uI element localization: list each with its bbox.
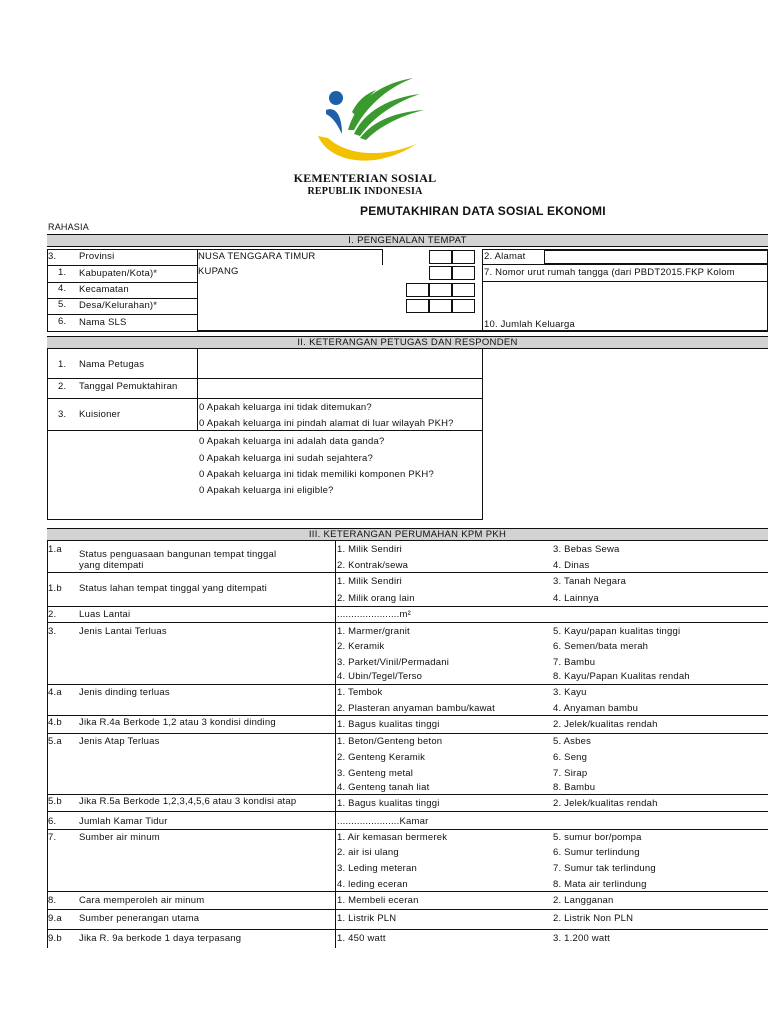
s2-row-num: 2. <box>58 381 67 392</box>
s3-option[interactable]: 1. Marmer/granit <box>337 626 410 637</box>
s3-row-num: 4.b <box>48 717 62 728</box>
s3-option[interactable]: 4. Ubin/Tegel/Terso <box>337 671 423 682</box>
s1-row-label: Desa/Kelurahan)* <box>79 300 158 311</box>
s3-row-label: Jika R.5a Berkode 1,2,3,4,5,6 atau 3 kondisi atap <box>79 796 297 807</box>
s3-row-label: yang ditempati <box>79 560 144 571</box>
s3-row-num: 8. <box>48 895 57 906</box>
org-country: REPUBLIK INDONESIA <box>307 186 423 197</box>
org-name: KEMENTERIAN SOSIAL <box>293 171 437 185</box>
s3-row-label: Luas Lantai <box>79 609 131 620</box>
s3-row-label: Sumber air minum <box>79 832 160 843</box>
s3-option[interactable]: 6. Sumur terlindung <box>553 847 640 858</box>
kuisioner-question[interactable]: 0 Apakah keluarga ini tidak ditemukan? <box>199 402 372 413</box>
s3-option[interactable]: 8. Bambu <box>553 782 596 793</box>
s3-row-num: 6. <box>48 816 57 827</box>
s3-option[interactable]: 2. Genteng Keramik <box>337 752 426 763</box>
s1-row-label: Provinsi <box>79 251 115 262</box>
page-title: PEMUTAKHIRAN DATA SOSIAL EKONOMI <box>360 204 606 218</box>
s3-row-label: Jika R. 9a berkode 1 daya terpasang <box>79 933 242 944</box>
s3-option[interactable]: 1. Milik Sendiri <box>337 576 402 587</box>
s3-row-num: 2. <box>48 609 57 620</box>
s3-row-num: 5.a <box>48 736 62 747</box>
section-1-header <box>47 234 768 247</box>
s3-row-num: 1.b <box>48 583 62 594</box>
s3-option[interactable]: 2. Kontrak/sewa <box>337 560 409 571</box>
s1-row-num: 5. <box>58 299 67 310</box>
s3-option[interactable]: 4. Anyaman bambu <box>553 703 639 714</box>
s3-option[interactable]: 1. 450 watt <box>337 933 386 944</box>
s3-row-num: 1.a <box>48 544 62 555</box>
s3-option[interactable]: 3. 1.200 watt <box>553 933 610 944</box>
s3-row-num: 3. <box>48 626 57 637</box>
s1-row-num: 1. <box>58 267 67 278</box>
s3-option[interactable]: 2. Langganan <box>553 895 614 906</box>
s3-option[interactable]: 4. Lainnya <box>553 593 599 604</box>
s3-option[interactable]: 1. Bagus kualitas tinggi <box>337 798 440 809</box>
s3-option[interactable]: 4. Genteng tanah liat <box>337 782 430 793</box>
s3-option[interactable]: 5. sumur bor/pompa <box>553 832 642 843</box>
s3-row-num: 4.a <box>48 687 62 698</box>
s3-option[interactable]: 6. Semen/bata merah <box>553 641 649 652</box>
kuisioner-question[interactable]: 0 Apakah keluarga ini adalah data ganda? <box>199 436 385 447</box>
s3-row-num: 5.b <box>48 796 62 807</box>
section-1-title: I. PENGENALAN TEMPAT <box>348 235 467 246</box>
s3-row-num: 9.b <box>48 933 62 944</box>
s3-option[interactable]: 2. Jelek/kualitas rendah <box>553 798 658 809</box>
s3-option[interactable]: 1. Listrik PLN <box>337 913 397 924</box>
s3-option[interactable]: 5. Asbes <box>553 736 592 747</box>
s3-option[interactable]: 8. Mata air terlindung <box>553 879 647 890</box>
s3-option[interactable]: 7. Sumur tak terlindung <box>553 863 656 874</box>
s3-option[interactable]: 3. Leding meteran <box>337 863 417 874</box>
s3-option[interactable]: 2. Keramik <box>337 641 385 652</box>
s3-option[interactable]: 2. Milik orang lain <box>337 593 415 604</box>
s3-row-label: Jenis Atap Terluas <box>79 736 160 747</box>
s3-option[interactable]: 7. Bambu <box>553 657 596 668</box>
s2-row-label: Tanggal Pemuktahiran <box>79 381 178 392</box>
s3-row-label: Jenis Lantai Terluas <box>79 626 167 637</box>
s3-option[interactable]: 3. Bebas Sewa <box>553 544 620 555</box>
kuisioner-question[interactable]: 0 Apakah keluarga ini pindah alamat di luar wilayah PKH? <box>199 418 454 429</box>
s3-option[interactable]: 4. Dinas <box>553 560 590 571</box>
jumlah-kamar-input[interactable]: ......................Kamar <box>337 816 429 827</box>
s1-row-label: Nama SLS <box>79 317 127 328</box>
s2-row-label: Nama Petugas <box>79 359 145 370</box>
s1-row-value[interactable]: NUSA TENGGARA TIMUR <box>198 251 316 262</box>
s3-row-num: 7. <box>48 832 57 843</box>
s3-row-label: Jumlah Kamar Tidur <box>79 816 168 827</box>
jumlah-keluarga-label: 10. Jumlah Keluarga <box>484 319 575 330</box>
s3-row-label: Jenis dinding terluas <box>79 687 170 698</box>
s3-option[interactable]: 1. Tembok <box>337 687 383 698</box>
s3-option[interactable]: 3. Tanah Negara <box>553 576 627 587</box>
s3-option[interactable]: 5. Kayu/papan kualitas tinggi <box>553 626 681 637</box>
s3-row-label: Sumber penerangan utama <box>79 913 200 924</box>
nomor-urut-label: 7. Nomor urut rumah tangga (dari PBDT2015.FKP Kolom <box>484 267 735 278</box>
s3-option[interactable]: 1. Beton/Genteng beton <box>337 736 443 747</box>
s3-row-label: Jika R.4a Berkode 1,2 atau 3 kondisi dinding <box>79 717 276 728</box>
s3-option[interactable]: 3. Parket/Vinil/Permadani <box>337 657 450 668</box>
s3-row-label: Status lahan tempat tinggal yang ditempati <box>79 583 267 594</box>
s3-option[interactable]: 6. Seng <box>553 752 588 763</box>
section-2-title: II. KETERANGAN PETUGAS DAN RESPONDEN <box>297 337 518 348</box>
s2-row-label: Kuisioner <box>79 409 121 420</box>
s3-option[interactable]: 4. leding eceran <box>337 879 408 890</box>
s3-row-label: Cara memperoleh air minum <box>79 895 205 906</box>
s3-option[interactable]: 1. Membeli eceran <box>337 895 419 906</box>
kuisioner-question[interactable]: 0 Apakah keluarga ini tidak memiliki komponen PKH? <box>199 469 434 480</box>
luas-lantai-input[interactable]: ......................m² <box>337 609 411 620</box>
s1-row-value[interactable]: KUPANG <box>198 266 239 277</box>
s3-option[interactable]: 1. Milik Sendiri <box>337 544 402 555</box>
s1-row-num: 3. <box>48 251 57 262</box>
s1-row-num: 4. <box>58 283 67 294</box>
section-2-header <box>47 336 768 349</box>
s3-option[interactable]: 1. Bagus kualitas tinggi <box>337 719 440 730</box>
kuisioner-question[interactable]: 0 Apakah keluarga ini eligible? <box>199 485 334 496</box>
s1-row-label: Kabupaten/Kota)* <box>79 268 158 279</box>
confidential-label: RAHASIA <box>48 222 89 232</box>
alamat-label: 2. Alamat <box>484 251 526 262</box>
s3-option[interactable]: 2. Jelek/kualitas rendah <box>553 719 658 730</box>
s3-row-num: 9.a <box>48 913 62 924</box>
s3-option[interactable]: 2. air isi ulang <box>337 847 399 858</box>
s2-row-num: 3. <box>58 409 67 420</box>
kemensos-logo <box>308 72 448 172</box>
s3-option[interactable]: 8. Kayu/Papan Kualitas rendah <box>553 671 690 682</box>
kuisioner-question[interactable]: 0 Apakah keluarga ini sudah sejahtera? <box>199 453 373 464</box>
s3-row-label: Status penguasaan bangunan tempat tinggal <box>79 549 277 560</box>
s2-row-num: 1. <box>58 359 67 370</box>
s3-option[interactable]: 3. Genteng metal <box>337 768 414 779</box>
s3-option[interactable]: 3. Kayu <box>553 687 587 698</box>
s3-option[interactable]: 2. Plasteran anyaman bambu/kawat <box>337 703 495 714</box>
s3-option[interactable]: 1. Air kemasan bermerek <box>337 832 448 843</box>
section-3-title: III. KETERANGAN PERUMAHAN KPM PKH <box>308 529 507 540</box>
s1-row-num: 6. <box>58 316 67 327</box>
s1-row-label: Kecamatan <box>79 284 129 295</box>
s3-option[interactable]: 2. Listrik Non PLN <box>553 913 634 924</box>
s3-option[interactable]: 7. Sirap <box>553 768 588 779</box>
